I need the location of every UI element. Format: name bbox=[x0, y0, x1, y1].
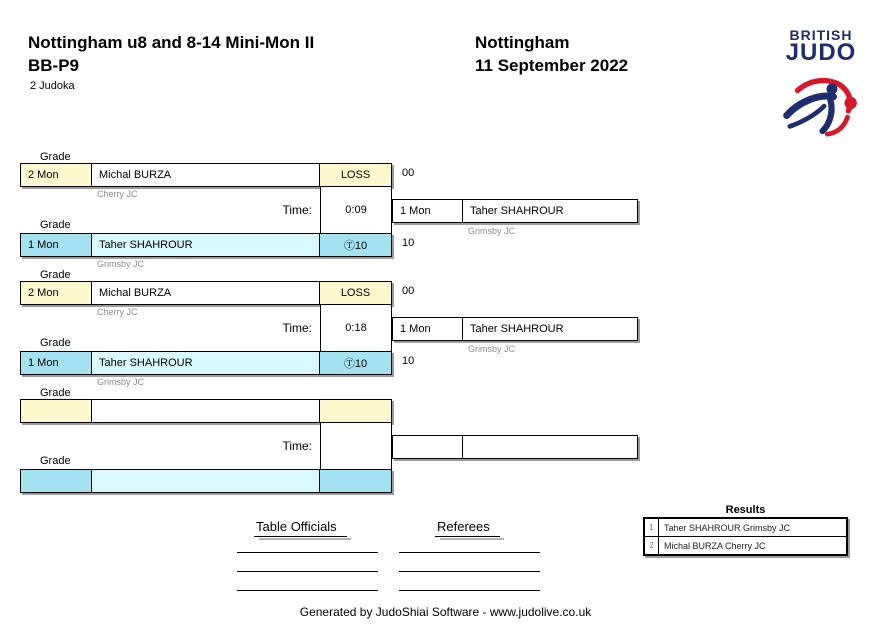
match-bracket-3 bbox=[20, 386, 880, 504]
match3-bottom-grade bbox=[21, 470, 92, 492]
results-table bbox=[643, 517, 848, 556]
referees-signature-line bbox=[399, 571, 540, 572]
referees-signature-line bbox=[399, 590, 540, 591]
match3-winner-name bbox=[463, 436, 637, 458]
match1-bottom-score: 10 bbox=[402, 237, 415, 249]
match2-top-name: Michal BURZA bbox=[92, 282, 320, 304]
match2-top-grade: 2 Mon bbox=[21, 282, 92, 304]
match2-winner-name: Taher SHAHROUR bbox=[470, 323, 564, 335]
match1-top-grade: 2 Mon bbox=[21, 164, 92, 186]
event-date: 11 September 2022 bbox=[475, 56, 629, 75]
match2-bottom-grade: 1 Mon bbox=[21, 352, 92, 374]
referees-signature-line bbox=[399, 552, 540, 553]
grade-label: Grade bbox=[40, 219, 71, 231]
category-code: BB-P9 bbox=[28, 56, 80, 75]
match1-top-club: Cherry JC bbox=[97, 189, 138, 199]
grade-label: Grade bbox=[40, 151, 71, 163]
results-rank-1: 1 bbox=[645, 519, 659, 536]
match3-bottom-result bbox=[320, 470, 391, 492]
time-label: Time: bbox=[282, 203, 312, 217]
british-judo-figure-icon bbox=[782, 67, 860, 139]
match-bracket-2 bbox=[20, 268, 880, 386]
logo-text-judo: JUDO bbox=[785, 39, 857, 66]
match1-winner-box bbox=[392, 199, 638, 223]
match-bracket-1 bbox=[20, 150, 880, 268]
judoka-count: 2 Judoka bbox=[30, 80, 75, 92]
table-officials-signature-line bbox=[237, 571, 378, 572]
match1-top-name: Michal BURZA bbox=[92, 164, 320, 186]
match2-bottom-row bbox=[20, 351, 392, 375]
time-label: Time: bbox=[282, 439, 312, 453]
time-label: Time: bbox=[282, 321, 312, 335]
grade-label: Grade bbox=[40, 337, 71, 349]
match1-bottom-grade: 1 Mon bbox=[21, 234, 92, 256]
match3-top-row bbox=[20, 399, 392, 423]
results-name-1: Taher SHAHROUR Grimsby JC bbox=[664, 522, 791, 533]
match2-winner-box bbox=[392, 317, 638, 341]
generator-credit: Generated by JudoShiai Software - www.judolive.co.uk bbox=[299, 605, 592, 619]
match2-bottom-name: Taher SHAHROUR bbox=[92, 352, 320, 374]
match2-top-row bbox=[20, 281, 392, 305]
page-title bbox=[28, 31, 314, 77]
match1-bottom-row bbox=[20, 233, 392, 257]
grade-label: Grade bbox=[40, 269, 71, 281]
table-officials-signature-line bbox=[237, 590, 378, 591]
grade-label: Grade bbox=[40, 387, 71, 399]
results-name-2: Michal BURZA Cherry JC bbox=[664, 540, 766, 551]
match1-winner-name: Taher SHAHROUR bbox=[470, 205, 564, 217]
referees-heading: Referees bbox=[435, 519, 500, 537]
match3-bottom-row bbox=[20, 469, 392, 493]
match3-winner-box bbox=[392, 435, 638, 459]
match2-bottom-score: 10 bbox=[402, 355, 415, 367]
category-title: Nottingham u8 and 8-14 Mini-Mon II bbox=[28, 33, 315, 52]
results-row-2 bbox=[645, 537, 846, 554]
match2-top-result: LOSS bbox=[320, 282, 391, 304]
match3-top-result bbox=[320, 400, 391, 422]
match3-top-name bbox=[92, 400, 320, 422]
match2-time-value: 0:18 bbox=[320, 305, 392, 351]
match1-time-value: 0:09 bbox=[320, 187, 392, 233]
match2-winner-grade: 1 Mon bbox=[393, 318, 463, 340]
match1-top-score: 00 bbox=[402, 167, 415, 179]
match2-top-club: Cherry JC bbox=[97, 307, 138, 317]
match1-top-result: LOSS bbox=[320, 164, 391, 186]
match1-bottom-name: Taher SHAHROUR bbox=[92, 234, 320, 256]
results-row-1 bbox=[645, 519, 846, 537]
match3-bottom-name bbox=[92, 470, 320, 492]
event-location: Nottingham bbox=[475, 33, 570, 52]
match3-winner-grade bbox=[393, 436, 463, 458]
match2-bottom-club: Grimsby JC bbox=[97, 377, 144, 387]
results-rank-2: 2 bbox=[645, 537, 659, 554]
british-judo-logo bbox=[779, 28, 863, 144]
grade-label: Grade bbox=[40, 455, 71, 467]
match1-top-row bbox=[20, 163, 392, 187]
match2-bottom-result: Ⓣ10 bbox=[320, 352, 391, 374]
event-venue-date bbox=[475, 31, 628, 77]
logo-text-british: BRITISH bbox=[789, 27, 853, 43]
match1-bottom-club: Grimsby JC bbox=[97, 259, 144, 269]
table-officials-signature-line bbox=[237, 552, 378, 553]
table-officials-heading: Table Officials bbox=[254, 519, 347, 537]
match3-time-value bbox=[320, 423, 392, 469]
match2-top-score: 00 bbox=[402, 285, 415, 297]
match1-bottom-result: Ⓣ10 bbox=[320, 234, 391, 256]
match2-winner-club: Grimsby JC bbox=[468, 344, 515, 354]
match1-winner-grade: 1 Mon bbox=[393, 200, 463, 222]
results-title: Results bbox=[725, 504, 766, 516]
match1-winner-club: Grimsby JC bbox=[468, 226, 515, 236]
match3-top-grade bbox=[21, 400, 92, 422]
